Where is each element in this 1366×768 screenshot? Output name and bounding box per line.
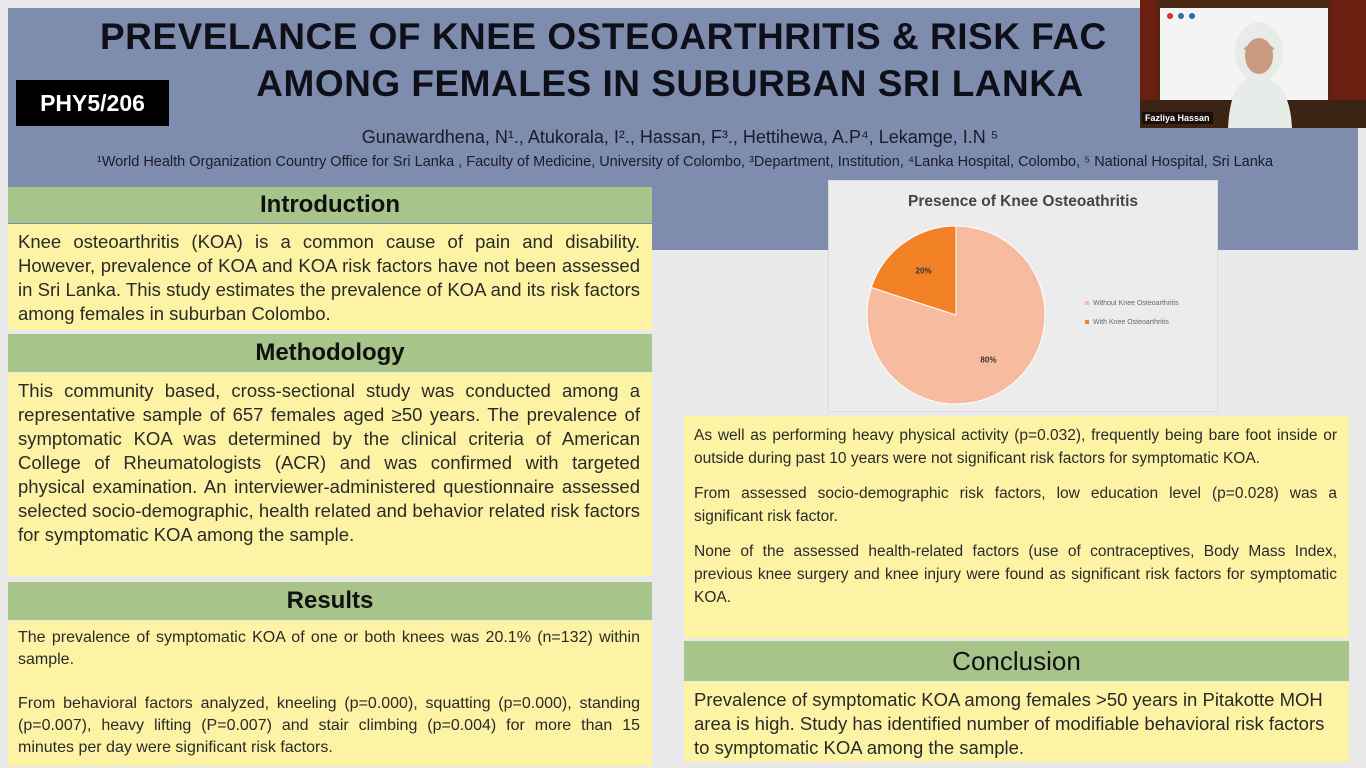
pie-chart: [829, 181, 1217, 411]
legend-label-0: Without Knee Osteoarthritis: [1093, 300, 1179, 307]
conclusion-text: Prevalence of symptomatic KOA among females >50 years in Pitakotte MOH area is high. Study has identified number of modifiable behavioral risk factors to symptomatic KOA among the sample.: [694, 689, 1325, 758]
results-para1: The prevalence of symptomatic KOA of one or both knees was 20.1% (n=132) within sample.: [18, 629, 640, 668]
poster-affiliations: ¹World Health Organization Country Office for Sri Lanka , Faculty of Medicine, University of Colombo, ³Department, Institution, ⁴Lanka Hospital, Colombo, ⁵ National Hospital, Sri Lanka: [96, 154, 1274, 170]
findings-para1: As well as performing heavy physical activity (p=0.032), frequently being bare foot inside or outside during past 10 years were not significant risk factors for symptomatic KOA.: [694, 427, 1337, 467]
methodology-text: This community based, cross-sectional study was conducted among a representative sample of 657 females aged ≥50 years. The prevalence of symptomatic KOA was determined by the clinical criteria of American College of Rheumatologists (ACR) and was confirmed with targeted physical examination. An interviewer-administered questionnaire assessed selected socio-demographic, health related and behavior related risk factors for symptomatic KOA among the sample.: [18, 380, 640, 545]
legend-marker-1: [1085, 320, 1089, 324]
introduction-body: [8, 224, 652, 330]
participant-video-tile[interactable]: [1140, 0, 1366, 128]
participant-video-feed: [1140, 0, 1366, 128]
methodology-body: [8, 373, 652, 576]
findings-body: [684, 416, 1349, 638]
results-heading: Results: [8, 582, 652, 620]
methodology-heading: Methodology: [8, 334, 652, 372]
introduction-heading: Introduction: [8, 187, 652, 223]
poster-authors: Gunawardhena, N¹., Atukorala, I²., Hassan, F³., Hettihewa, A.P⁴, Lekamge, I.N ⁵: [361, 127, 999, 147]
pie-data-label-0: 80%: [980, 355, 997, 365]
poster-title-line2: AMONG FEMALES IN SUBURBAN SRI LANKA: [256, 63, 1084, 104]
pie-data-label-1: 20%: [915, 266, 932, 276]
conclusion-heading: Conclusion: [684, 641, 1349, 681]
poster-code-badge: PHY5/206: [16, 80, 169, 126]
findings-para3: None of the assessed health-related factors (use of contraceptives, Body Mass Index, previous knee surgery and knee injury were found as significant risk factors for symptomatic KOA.: [694, 543, 1337, 606]
results-para2: From behavioral factors analyzed, kneeling (p=0.000), squatting (p=0.000), standing (p=0.007), heavy lifting (P=0.007) and stair climbing (p=0.004) for more than 15 minutes per day were significant risk factors.: [18, 695, 640, 756]
legend-label-1: With Knee Osteoarthritis: [1093, 319, 1169, 326]
legend-marker-0: [1085, 301, 1089, 305]
pie-chart-panel: [828, 180, 1218, 412]
conclusion-body: [684, 682, 1349, 762]
findings-para2: From assessed socio-demographic risk factors, low education level (p=0.028) was a significant risk factor.: [694, 485, 1337, 525]
results-body: [8, 621, 652, 766]
introduction-text: Knee osteoarthritis (KOA) is a common cause of pain and disability. However, prevalence of KOA and KOA risk factors have not been assessed in Sri Lanka. This study estimates the prevalence of KOA and its risk factors among females in suburban Colombo.: [18, 231, 640, 324]
chart-title: Presence of Knee Osteoathritis: [908, 193, 1138, 210]
participant-name-label: Fazliya Hassan: [1142, 112, 1213, 124]
poster-title-line1: PREVELANCE OF KNEE OSTEOARTHRITIS & RISK FAC: [100, 16, 1107, 57]
